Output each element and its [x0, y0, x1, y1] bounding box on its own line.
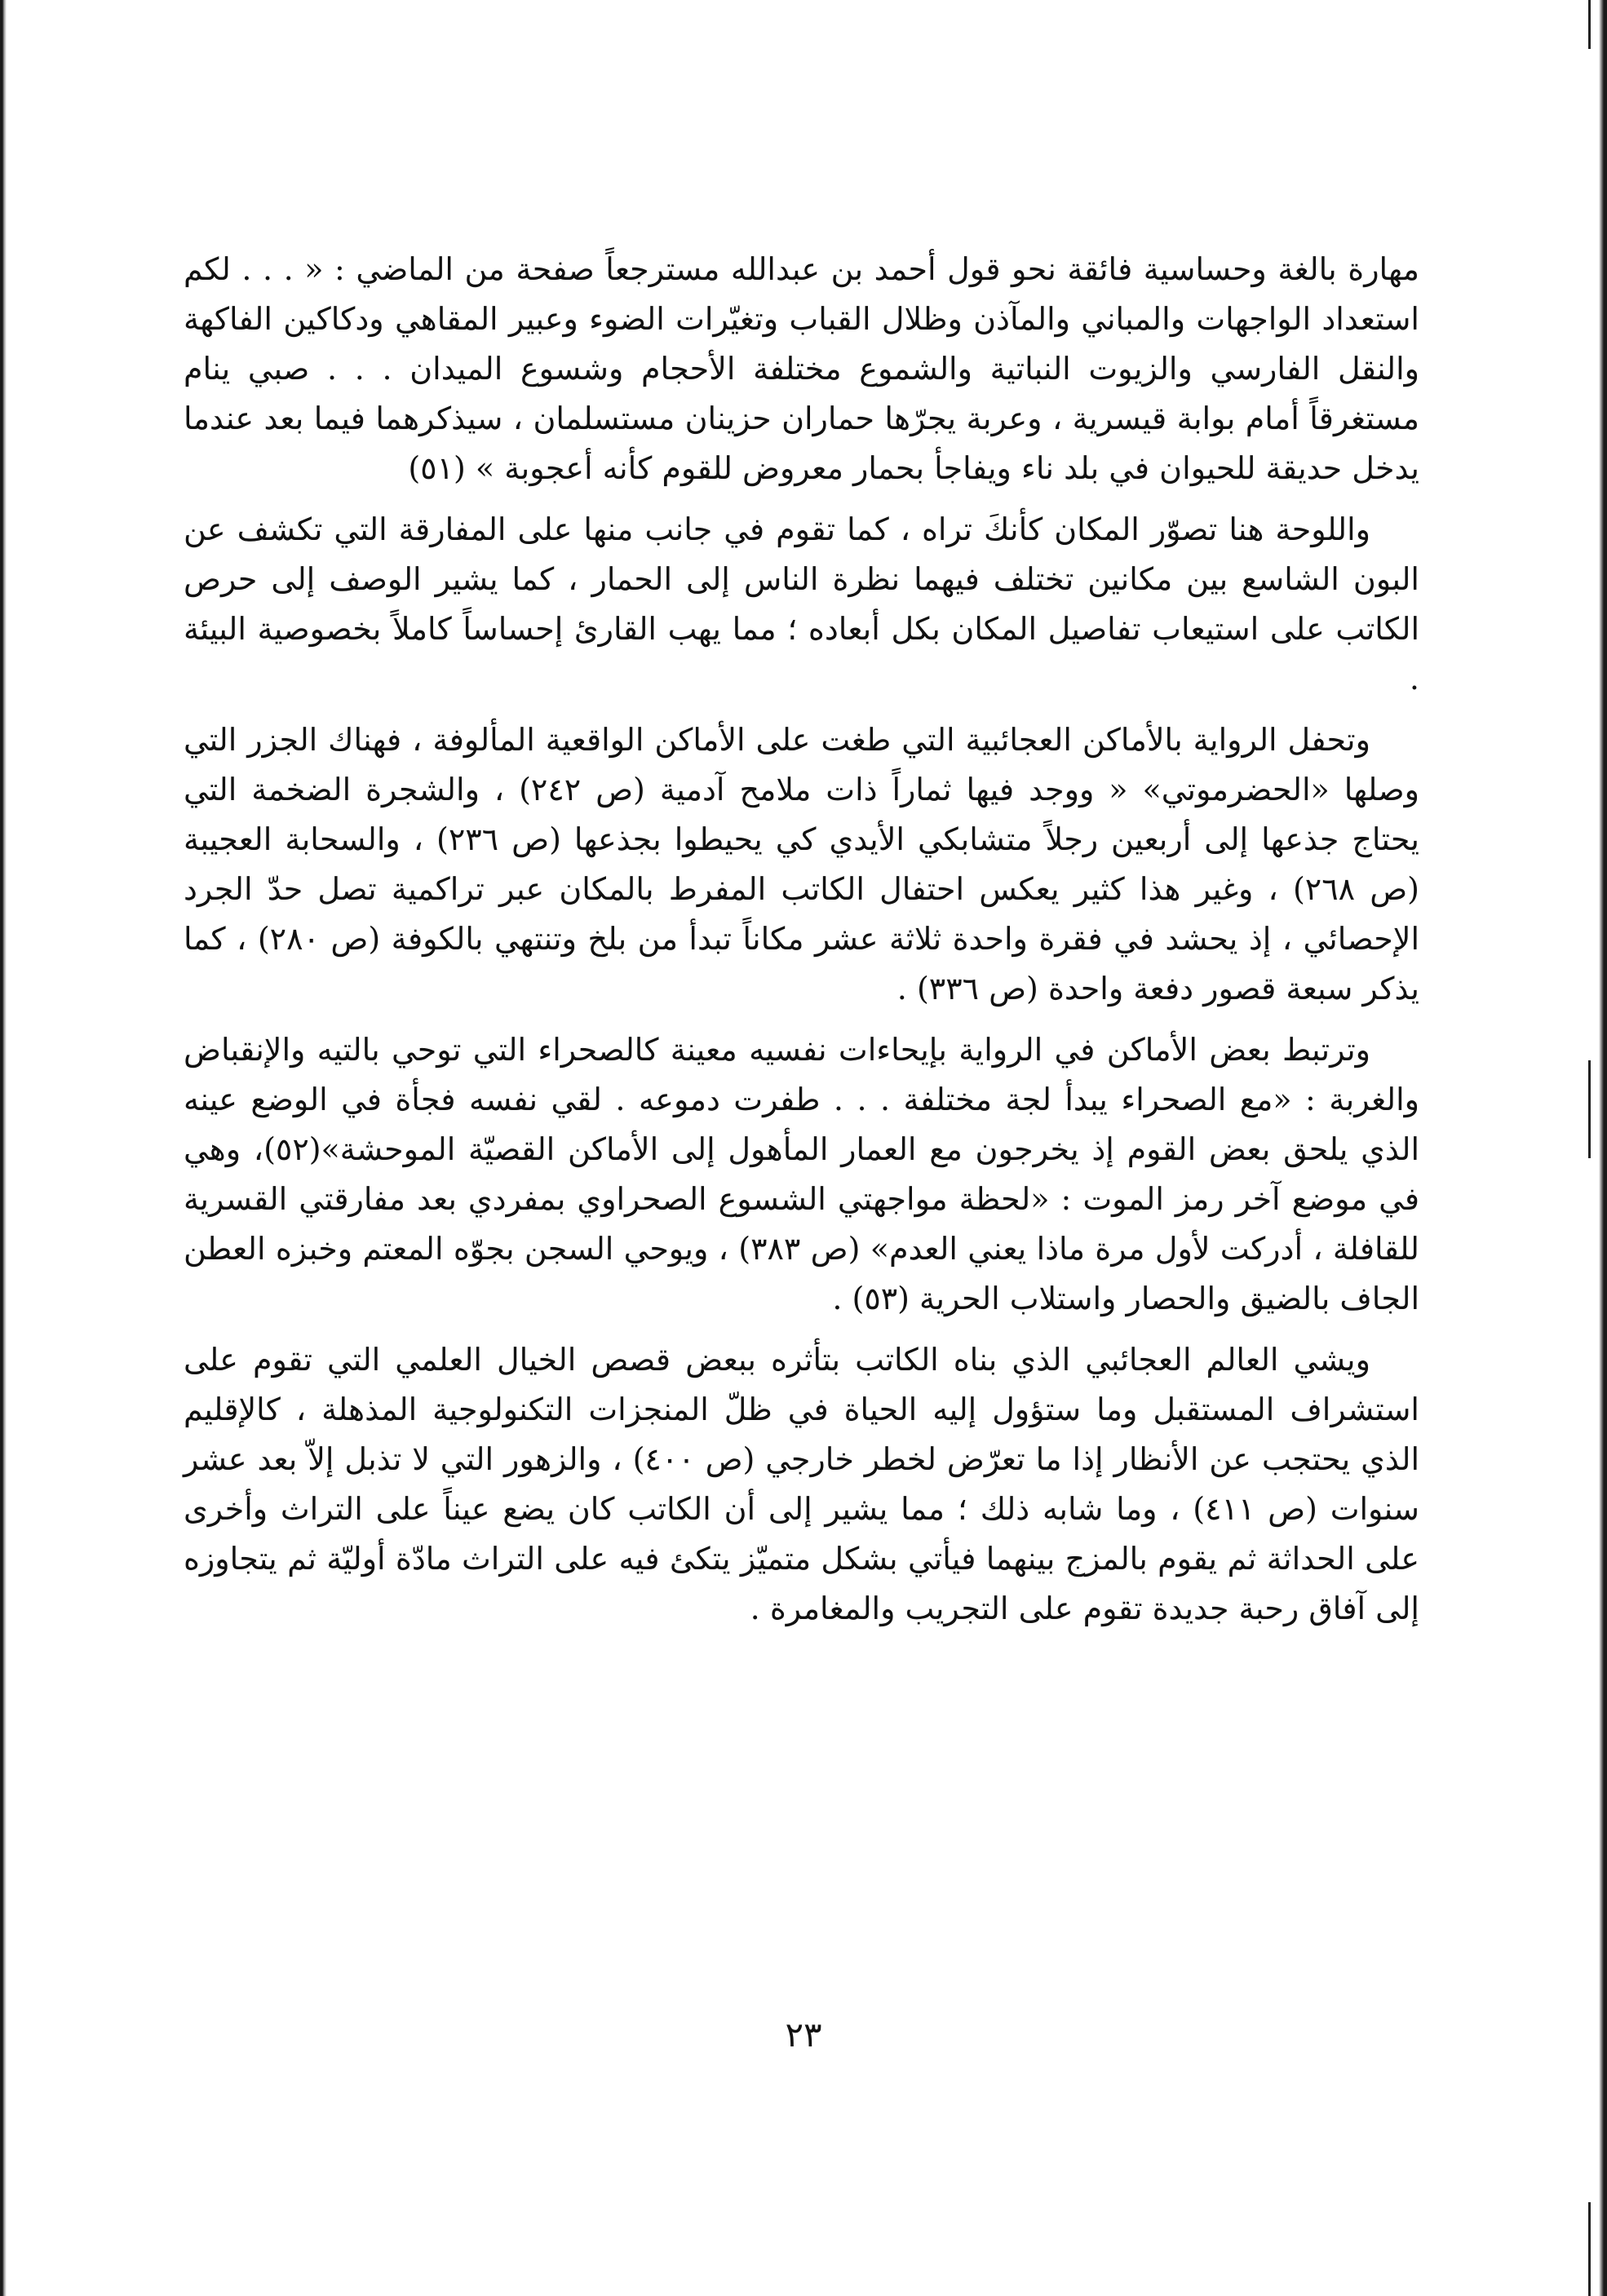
paragraph-2: واللوحة هنا تصوّر المكان كأنكَ تراه ، كما تقوم في جانب منها على المفارقة التي تكشف عن البون الشاسع بين مكانين تختلف فيهما نظرة الناس إلى الحمار ، كما يشير الوصف إلى حرص الكاتب على استيعاب تفاصيل المكان بكل أبعاده ؛ مما يهب القارئ إحساساً كاملاً بخصوصية البيئة . — [184, 511, 1419, 697]
body-text — [184, 245, 1419, 1645]
page-number: ٢٣ — [785, 2015, 822, 2055]
scan-mark — [1588, 0, 1591, 49]
paragraph-3: وتحفل الرواية بالأماكن العجائبية التي طغت على الأماكن الواقعية المألوفة ، فهناك الجزر التي وصلها «الحضرموتي» « ووجد فيها ثماراً ذات ملامح آدمية (ص ٢٤٢) ، والشجرة الضخمة التي يحتاج جذعها إلى أربعين رجلاً متشابكي الأيدي كي يحيطوا بجذعها (ص ٢٣٦) ، والسحابة العجيبة (ص ٢٦٨) ، وغير هذا كثير يعكس احتفال الكاتب المفرط بالمكان عبر تراكمية تصل حدّ الجرد الإحصائي ، إذ يحشد في فقرة واحدة ثلاثة عشر مكاناً تبدأ من بلخ وتنتهي بالكوفة (ص ٢٨٠) ، كما يذكر سبعة قصور دفعة واحدة (ص ٣٣٦) . — [184, 722, 1419, 1006]
scan-border-left — [0, 0, 7, 2296]
scan-mark — [1588, 2202, 1591, 2296]
paragraph-5: ويشي العالم العجائبي الذي بناه الكاتب بتأثره ببعض قصص الخيال العلمي التي تقوم على استشراف المستقبل وما ستؤول إليه الحياة في ظلّ المنجزات التكنولوجية المذهلة ، كالإقليم الذي يحتجب عن الأنظار إذا ما تعرّض لخطر خارجي (ص ٤٠٠) ، والزهور التي لا تذبل إلاّ بعد عشر سنوات (ص ٤١١) ، وما شابه ذلك ؛ مما يشير إلى أن الكاتب كان يضع عيناً على التراث وأخرى على الحداثة ثم يقوم بالمزج بينهما فيأتي بشكل متميّز يتكئ فيه على التراث مادّة أوليّة ثم يتجاوزه إلى آفاق رحبة جديدة تقوم على التجريب والمغامرة . — [184, 1342, 1419, 1626]
paragraph-1: مهارة بالغة وحساسية فائقة نحو قول أحمد بن عبدالله مسترجعاً صفحة من الماضي : « . . . لكم استعداد الواجهات والمباني والمآذن وظلال القباب وتغيّرات الضوء وعبير المقاهي ودكاكين الفاكهة والنقل الفارسي والزيوت النباتية والشموع مختلفة الأحجام وشسوع الميدان . . . صبي ينام مستغرقاً أمام بوابة قيسرية ، وعربة يجرّها حماران حزينان مستسلمان ، سيذكرهما فيما بعد عندما يدخل حديقة للحيوان في بلد ناء ويفاجأ بحمار معروض للقوم كأنه أعجوبة » (٥١) — [184, 251, 1419, 486]
scan-mark — [1588, 1060, 1591, 1158]
scan-border-right — [1599, 0, 1607, 2296]
paragraph-4: وترتبط بعض الأماكن في الرواية بإيحاءات نفسيه معينة كالصحراء التي توحي بالتيه والإنقباض والغربة : «مع الصحراء يبدأ لجة مختلفة . . . طفرت دموعه . لقي نفسه فجأة في الوضع عينه الذي يلحق بعض القوم إذ يخرجون مع العمار المأهول إلى الأماكن القصيّة الموحشة»(٥٢)، وهي في موضع آخر رمز الموت : «لحظة مواجهتي الشسوع الصحراوي بمفردي بعد مفارقتي القسرية للقافلة ، أدركت لأول مرة ماذا يعني العدم» (ص ٣٨٣) ، ويوحي السجن بجوّه المعتم وخبزه العطن الجاف بالضيق والحصار واستلاب الحرية (٥٣) . — [184, 1032, 1420, 1316]
